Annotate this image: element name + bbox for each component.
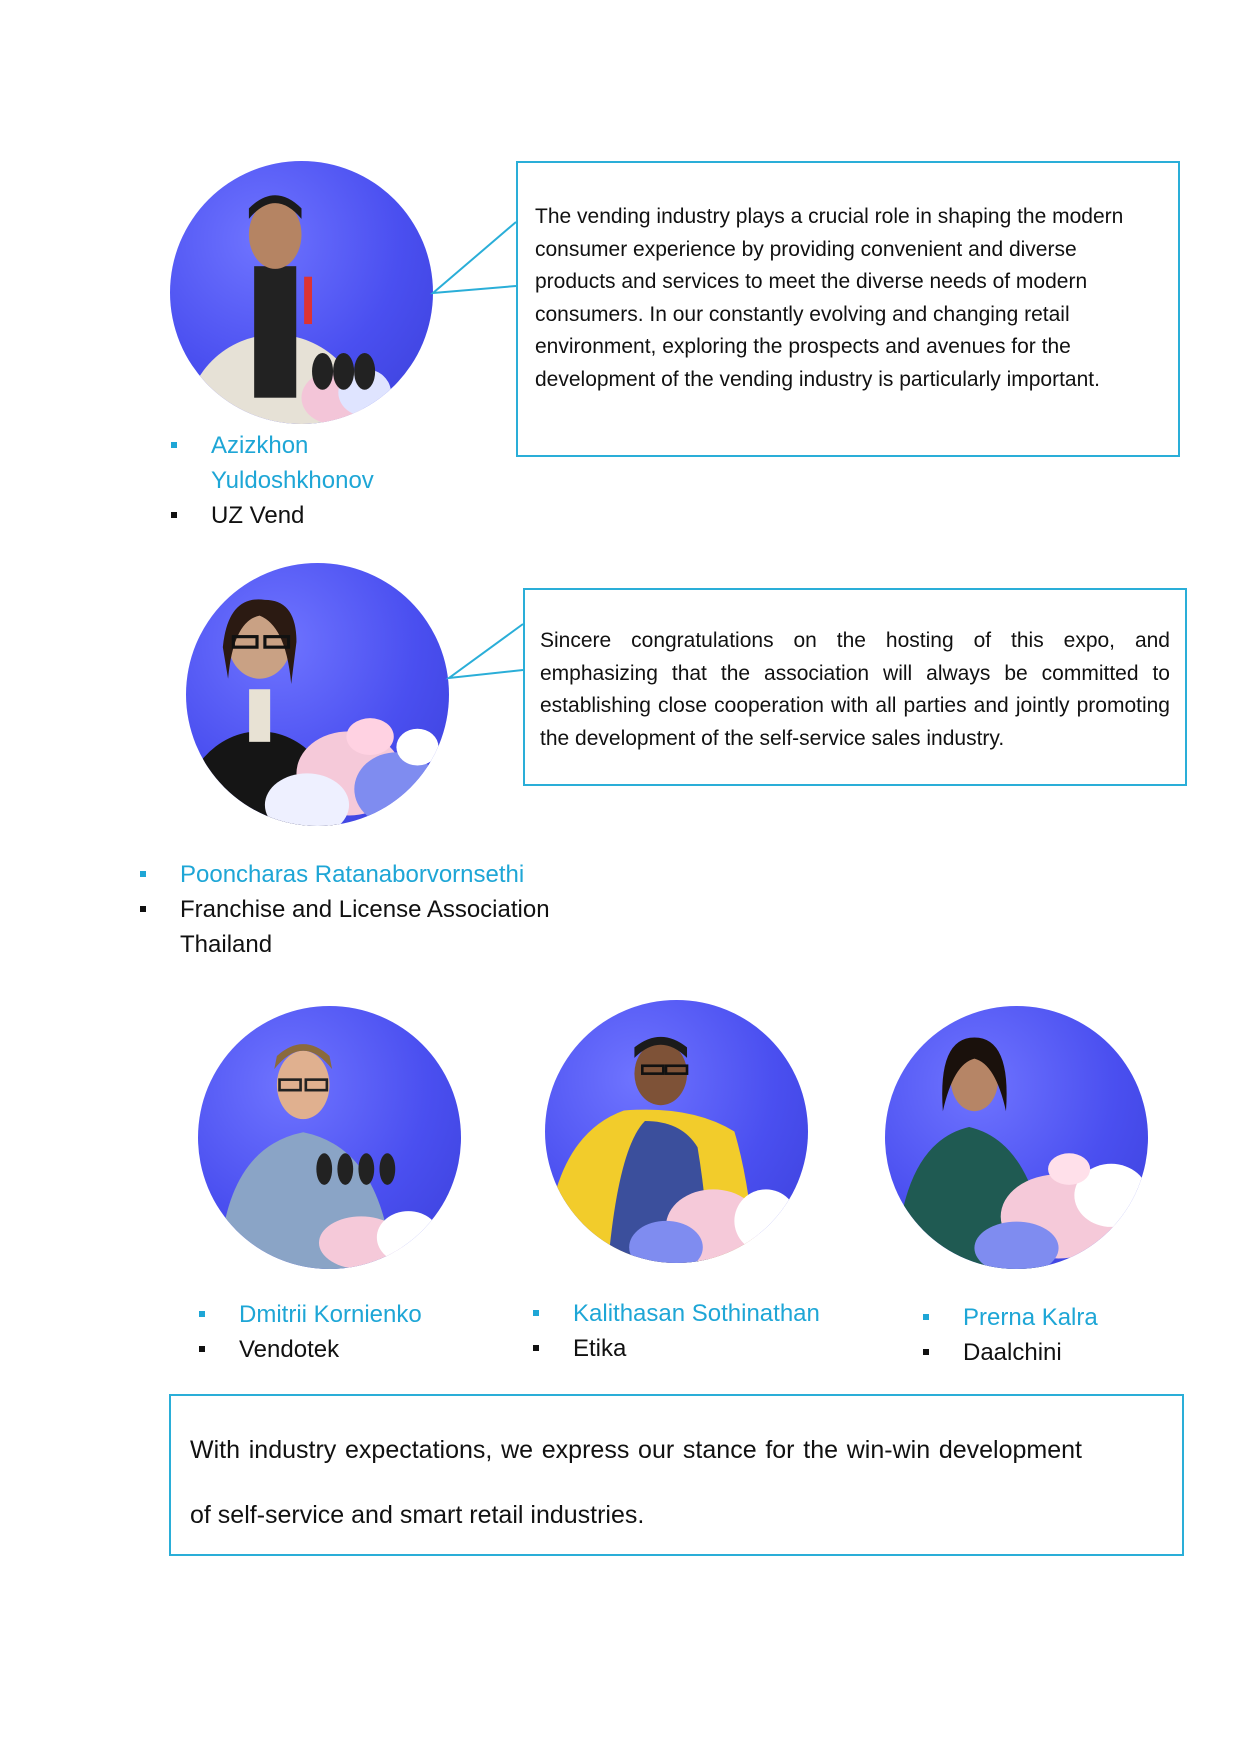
quote-text: The vending industry plays a crucial role in shaping the modern consumer experience by providing convenient and diverse products and services to meet the diverse needs of modern consumers. In our constantly evolving and changing retail environment, exploring the prospects and avenues for the development of the vending industry is particularly important.: [535, 205, 1124, 391]
speaker-organization: Franchise and License Association Thailand: [137, 892, 577, 962]
speaker-photo-pooncharas: [186, 563, 449, 826]
speaker-organization: UZ Vend: [168, 498, 458, 533]
speaker-info-prerna: [920, 1300, 1180, 1370]
speaker-quote-pooncharas: [523, 588, 1187, 786]
speaker-info-azizkhon: [168, 428, 458, 533]
speaker-name: Azizkhon Yuldoshkhonov: [168, 428, 458, 498]
speaker-quote-azizkhon: [516, 161, 1180, 457]
speaker-info-dmitrii: [196, 1297, 486, 1367]
speaker-photo-azizkhon: [170, 161, 433, 424]
speaker-name: Kalithasan Sothinathan: [530, 1296, 860, 1331]
summary-text: With industry expectations, we express our stance for the win-win development of self-service and smart retail industries.: [190, 1436, 1082, 1529]
speaker-photo-kalithasan: [545, 1000, 808, 1263]
speaker-info-pooncharas: [137, 857, 577, 962]
speaker-organization: Etika: [530, 1331, 860, 1366]
speaker-name: Dmitrii Kornienko: [196, 1297, 486, 1332]
quote-text: Sincere congratulations on the hosting of this expo, and emphasizing that the association will always be committed to establishing close cooperation with all parties and jointly promoting the development of the self-service sales industry.: [540, 629, 1170, 750]
speaker-name: Prerna Kalra: [920, 1300, 1180, 1335]
speaker-photo-prerna: [885, 1006, 1148, 1269]
speaker-organization: Vendotek: [196, 1332, 486, 1367]
speaker-name: Pooncharas Ratanaborvornsethi: [137, 857, 577, 892]
speaker-info-kalithasan: [530, 1296, 860, 1366]
speaker-photo-dmitrii: [198, 1006, 461, 1269]
speaker-organization: Daalchini: [920, 1335, 1180, 1370]
summary-box: [169, 1394, 1184, 1556]
